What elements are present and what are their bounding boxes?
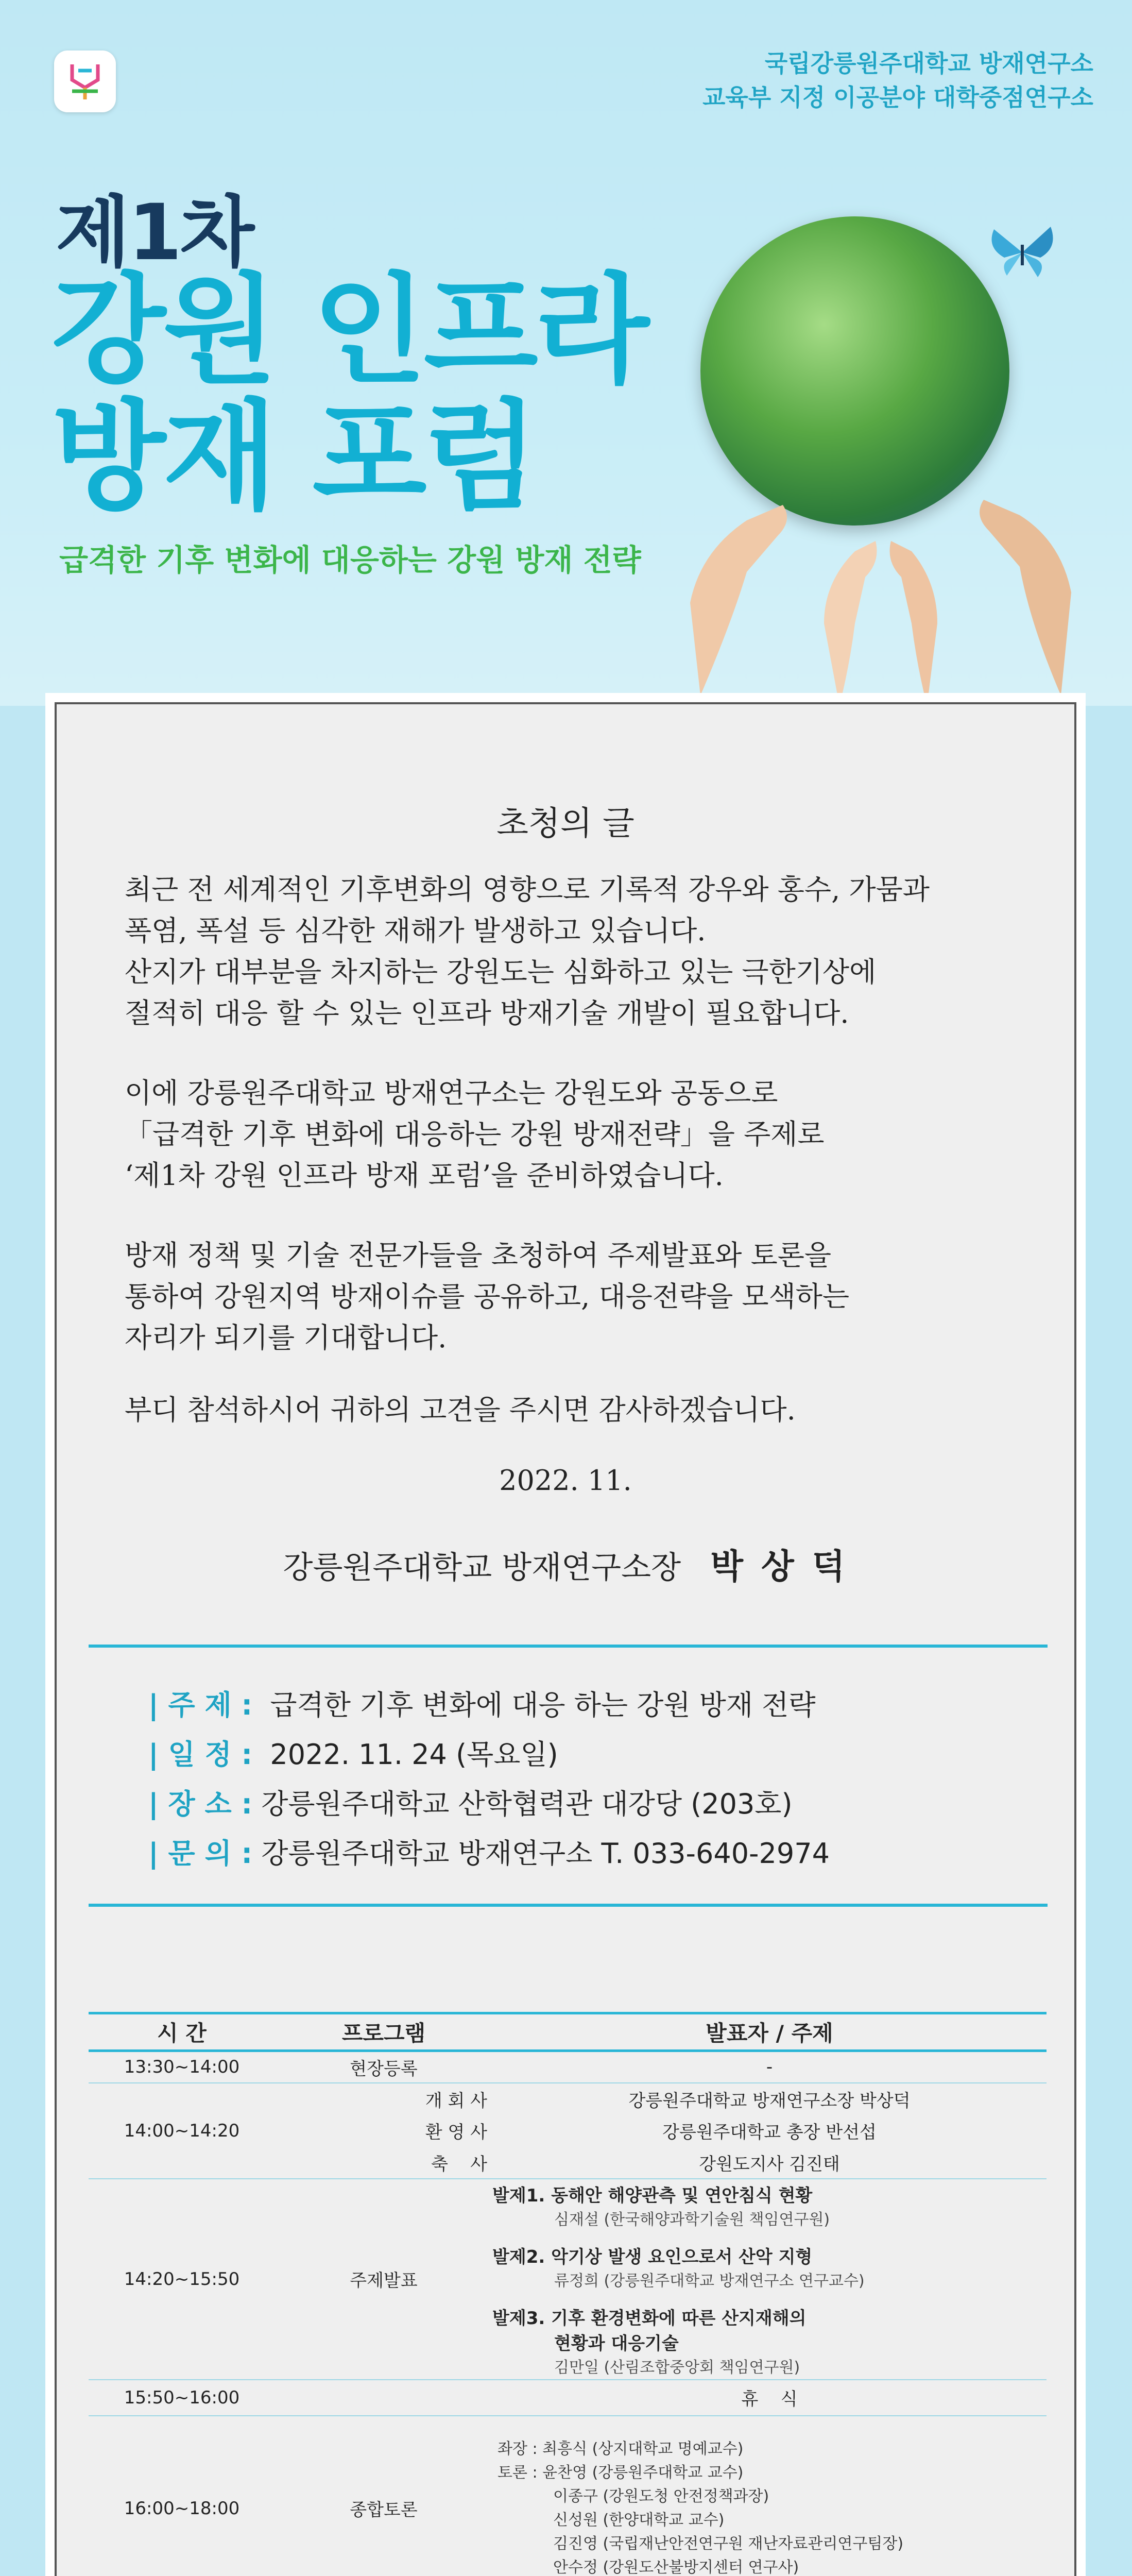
info-topic-value: 급격한 기후 변화에 대응 하는 강원 방재 전략 [270,1689,816,1721]
table-row [89,2380,1047,2416]
divider [89,1645,1048,1648]
presentation-2-speaker: 류정희 (강릉원주대학교 방재연구소 연구교수) [554,2272,865,2290]
program-table [89,2012,1047,2576]
row-program: 주제발표 [275,2179,492,2380]
title-line-2: 강원 인프라 [52,262,646,400]
invitation-heading: 초청의 글 [496,805,634,843]
org-line-2: 교육부 지정 이공분야 대학중점연구소 [702,83,1093,111]
row-program: 개 회 사 [425,2090,487,2111]
discussion-panel: 이종구 (강원도청 안전정책과장) [553,2487,769,2505]
info-date-value: 2022. 11. 24 (목요일) [270,1738,558,1771]
paragraph-line: 방재 정책 및 기술 전문가들을 초청하여 주제발표와 토론을 [125,1239,832,1272]
row-presenter: 휴 식 [492,2380,1047,2416]
paragraph-line: 이에 강릉원주대학교 방재연구소는 강원도와 공동으로 [125,1077,778,1109]
row-program [275,2380,492,2416]
paragraph-line: 자리가 되기를 기대합니다. [125,1321,447,1354]
presentation-1-speaker: 심재설 (한국해양과학기술원 책임연구원) [554,2210,830,2229]
row-program: 축 사 [275,2147,492,2179]
info-contact-key: | 문 의 : [148,1837,253,1870]
column-header-presenter: 발표자 / 주제 [492,2013,1047,2051]
info-contact-value: 강릉원주대학교 방재연구소 T. 033-640-2974 [261,1837,830,1870]
presentation-3-speaker: 김만일 (산림조합중앙회 책임연구원) [554,2358,800,2377]
invitation-paragraph-2 [125,1073,1006,1196]
discussion-panel: 안수정 (강원도산불방지센터 연구사) [553,2558,799,2576]
hands-illustration [670,335,1092,706]
title-line-3: 방재 포럼 [52,388,535,526]
info-place [148,1780,830,1829]
table-row [89,2416,1047,2576]
row-presenter [492,2179,1047,2380]
discussion-panel: 김진영 (국립재난안전연구원 재난자료관리연구팀장) [553,2534,904,2553]
paragraph-line: 절적히 대응 할 수 있는 인프라 방재기술 개발이 필요합니다. [125,997,849,1029]
discussion-panel: 토론 : 윤찬영 (강릉원주대학교 교수) [498,2463,744,2482]
info-date-key: | 일 정 : [148,1738,253,1771]
paragraph-line: 「급격한 기후 변화에 대응하는 강원 방재전략」을 주제로 [125,1118,825,1150]
row-time: 16:00~18:00 [89,2416,275,2576]
table-row [89,2083,1047,2115]
org-line-1: 국립강릉원주대학교 방재연구소 [764,49,1093,77]
info-topic-key: | 주 제 : [148,1689,253,1721]
signature-org: 강릉원주대학교 방재연구소장 [283,1550,681,1586]
table-header-row [89,2013,1047,2051]
column-header-program: 프로그램 [275,2013,492,2051]
presentation-2-title: 발제2. 악기상 발생 요인으로서 산악 지형 [492,2246,813,2267]
info-date [148,1730,830,1780]
row-presenter: 강릉원주대학교 방재연구소장 박상덕 [628,2090,911,2111]
invitation-paragraph-3 [125,1235,1006,1359]
invitation-paragraph-4: 부디 참석하시어 귀하의 고견을 주시면 감사하겠습니다. [125,1394,796,1426]
row-time: 15:50~16:00 [89,2380,275,2416]
row-presenter: - [492,2051,1047,2083]
row-program: 환 영 사 [425,2122,487,2143]
discussion-chair: 좌장 : 최흥식 (상지대학교 명예교수) [498,2439,744,2458]
row-presenter: 강원도지사 김진태 [492,2147,1047,2179]
row-presenter [492,2416,1047,2576]
info-place-key: | 장 소 : [148,1788,253,1820]
invitation-paragraph-1 [125,869,1006,1034]
organization-header [702,46,1093,114]
row-time: 14:20~15:50 [89,2179,275,2380]
presentation-1-title: 발제1. 동해안 해양관측 및 연안침식 현황 [492,2185,813,2206]
presentation-3-title: 발제3. 기후 환경변화에 따른 산지재해의 [492,2308,807,2329]
discussion-panel: 신성원 (한양대학교 교수) [553,2511,725,2529]
butterfly-icon [984,222,1061,283]
institute-logo-icon [54,50,116,112]
signature-name: 박 상 덕 [710,1546,848,1586]
subtitle: 급격한 기후 변화에 대응하는 강원 방재 전략 [59,543,641,578]
divider [89,1904,1048,1907]
invitation-date: 2022. 11. [499,1464,632,1497]
paragraph-line: ‘제1차 강원 인프라 방재 포럼’을 준비하였습니다. [125,1159,724,1192]
info-contact [148,1829,830,1878]
row-program: 종합토론 [275,2416,492,2576]
paragraph-line: 산지가 대부분을 차지하는 강원도는 심화하고 있는 극한기상에 [125,956,877,988]
row-program: 현장등록 [275,2051,492,2083]
row-time: 13:30~14:00 [89,2051,275,2083]
paragraph-line: 통하여 강원지역 방재이슈를 공유하고, 대응전략을 모색하는 [125,1280,850,1313]
event-info [148,1681,830,1878]
paragraph-line: 최근 전 세계적인 기후변화의 영향으로 기록적 강우와 홍수, 가뭄과 [125,873,930,906]
info-topic [148,1681,830,1730]
row-presenter: 강릉원주대학교 총장 반선섭 [662,2122,877,2143]
table-row [89,2051,1047,2083]
table-row [89,2179,1047,2380]
title-main [52,262,646,526]
title-ordinal: 제1차 [56,188,253,278]
column-header-time: 시 간 [89,2013,275,2051]
row-time: 14:00~14:20 [89,2083,275,2179]
invitation-signature [57,1539,1074,1588]
presentation-3-title-cont: 현황과 대응기술 [554,2333,679,2354]
hero-banner [0,0,1132,706]
paragraph-line: 폭염, 폭설 등 심각한 재해가 발생하고 있습니다. [125,914,706,947]
info-place-value: 강릉원주대학교 산학협력관 대강당 (203호) [261,1788,793,1820]
